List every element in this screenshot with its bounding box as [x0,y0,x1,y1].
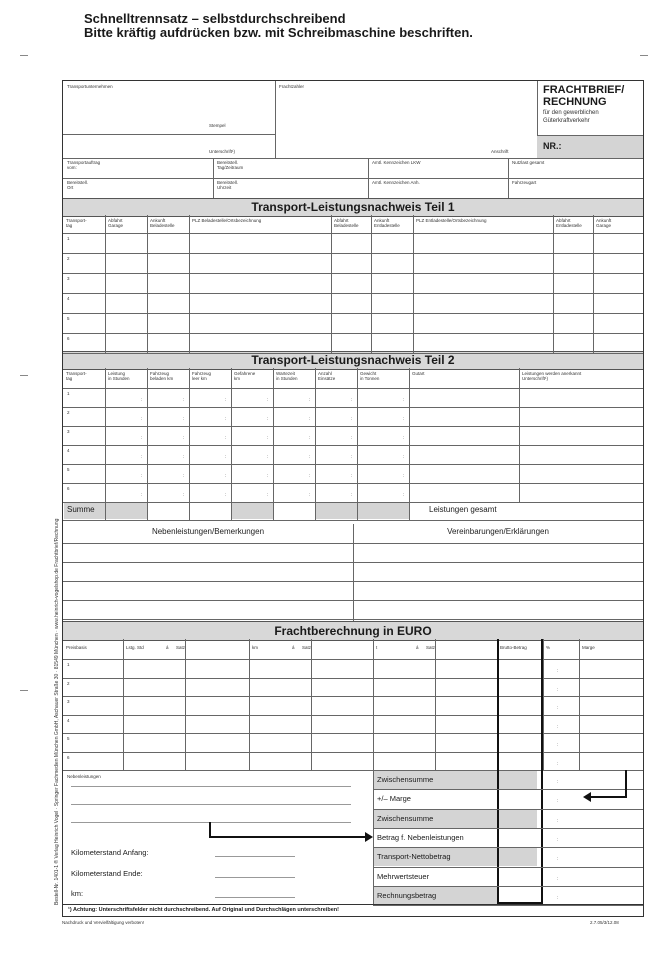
decimal-mark: : [225,454,227,459]
fracht-col-header: á [416,645,419,650]
teil2-col-header: Leistungen werden anerkannt Unterschrift¹) [522,371,582,381]
grid-line [63,659,643,660]
write-line [71,804,351,805]
fracht-col-header: Satz [302,645,312,650]
grid-line [63,581,643,582]
decimal-mark: : [557,894,559,900]
teil2-row-number: 5 [67,467,70,472]
fracht-col-header: Brutto-Betrag [500,645,527,650]
grid-line [357,368,358,520]
leistungen-gesamt-label: Leistungen gesamt [429,505,497,514]
decimal-mark: : [403,416,405,421]
decimal-mark: : [351,492,353,497]
grid-line [63,562,643,563]
arrow-line [209,836,365,838]
grid-line [63,483,643,484]
fold-mark [20,375,28,376]
teil2-col-header: Anzahl Einsätze [318,371,336,381]
tag-zeitraum-label: Tag/Zeitraum [217,165,244,170]
grid-line [63,333,643,334]
grid-line [63,407,643,408]
stempel-label: Stempel [209,123,226,128]
write-line [71,786,351,787]
arrow-line [209,822,211,836]
teil1-col-header: Ankunft Beladestelle [150,218,175,228]
summe-gray-cell [232,503,273,519]
grid-line [373,867,643,868]
decimal-mark: : [557,779,559,784]
grid-line [63,253,643,254]
teil2-col-header: Wartezeit in Stunden [276,371,298,381]
grid-line [63,678,643,679]
grid-line [373,886,643,887]
footer-note: ¹) Achtung: Unterschriftsfelder nicht durchschreibend. Auf Original und Durchschlägen unterschreiben! [68,907,339,913]
decimal-mark: : [225,473,227,478]
grid-line [63,696,643,697]
grid-line [63,619,643,620]
decimal-mark: : [309,435,311,440]
teil1-col-header: PLZ Entladestelle/Ortsbezeichnung [416,218,487,223]
km-ende-label: Kilometerstand Ende: [71,869,143,878]
teil2-col-header: Leistung in Stunden [108,371,130,381]
kennzeichen-anh-label: Amtl. Kennzeichen Anh. [372,180,420,185]
decimal-mark: : [557,856,559,862]
nebenleistungen-header: Nebenleistungen/Bemerkungen [151,527,265,536]
grid-line [63,445,643,446]
arrow-line [591,796,627,798]
decimal-mark: : [267,397,269,402]
fracht-col-header: km [252,645,258,650]
title-frachtbrief: FRACHTBRIEF/ [543,84,625,96]
teil2-row-number: 6 [67,486,70,491]
frachtbrief-form [62,80,644,917]
teil1-row-number: 3 [67,276,70,281]
grid-line [353,524,354,621]
decimal-mark: : [557,742,559,747]
summe-label: Summe [67,505,95,514]
decimal-mark: : [557,705,559,710]
grid-line [189,368,190,520]
teil2-col-header: Gefahrene km [234,371,256,381]
teil2-row-number: 2 [67,410,70,415]
frachtzahler-label: Frachtzahler [279,84,305,89]
summary-label: Mehrwertsteuer [377,871,430,881]
decimal-mark: : [403,473,405,478]
teil2-col-header: Gutart [412,371,425,376]
decimal-mark: : [309,397,311,402]
fracht-col-header: Preisbasis [66,645,87,650]
grid-line [63,426,643,427]
decimal-mark: : [141,435,143,440]
grid-line [63,464,643,465]
title-rechnung: RECHNUNG [543,96,607,108]
fracht-row-number: 5 [67,736,70,741]
grid-line [63,543,643,544]
side-imprint: Bestell-Nr. 1401-1 ® Verlag Heinrich Vogel · Springer Fachmedien München GmbH, Aschauer Straße 30 · 81549 München · www.heinrich-vogelshop.de Frachtbrief/Rechnung [54,518,60,905]
teil1-col-header: Abfahrt Garage [108,218,124,228]
decimal-mark: : [183,435,185,440]
teil1-row-number: 4 [67,296,70,301]
fold-mark [20,690,28,691]
kennzeichen-lkw-label: Amtl. Kennzeichen LKW [372,160,421,165]
decimal-mark: : [309,416,311,421]
header-line-1: Schnelltrennsatz – selbstdurchschreibend [84,11,346,26]
teil1-row-number: 1 [67,236,70,241]
summary-value-gray [499,848,537,866]
grid-line [63,353,643,354]
summe-gray-cell [316,503,357,519]
anschrift-label: Anschrift [491,149,509,154]
grid-line [373,905,643,906]
decimal-mark: : [557,836,559,842]
teil1-col-header: PLZ Beladestelle/Ortsbezeichnung [192,218,262,223]
decimal-mark: : [351,397,353,402]
grid-line [231,368,232,520]
decimal-mark: : [557,875,559,881]
decimal-mark: : [309,492,311,497]
arrow-line [625,770,627,796]
decimal-mark: : [225,416,227,421]
summary-value-gray [499,771,537,789]
decimal-mark: : [557,760,559,766]
grid-line [63,313,643,314]
summary-label: Transport-Nettobetrag [377,852,451,862]
decimal-mark: : [557,798,559,804]
decimal-mark: : [351,435,353,440]
write-line [215,877,295,878]
bereitstell-ort-label: Bereitstell. [67,180,89,185]
grid-line [409,368,410,520]
arrow-head [583,792,591,802]
km-label: km: [71,889,84,898]
header-line-2: Bitte kräftig aufdrücken bzw. mit Schreibmaschine beschriften. [84,25,473,40]
teil2-col-header: Transport- tag [66,371,87,381]
decimal-mark: : [557,723,559,729]
arrow-head [365,832,373,842]
teil1-col-header: Abfahrt Beladestelle [334,218,359,228]
subtitle-2: Güterkraftverkehr [543,118,590,124]
fracht-col-header: t [376,645,378,650]
teil1-row-number: 5 [67,316,70,321]
grid-line [105,368,106,520]
decimal-mark: : [403,454,405,459]
summary-label: Betrag f. Nebenleistungen [377,832,464,842]
decimal-mark: : [351,473,353,478]
uhrzeit-label: Uhrzeit [217,185,232,190]
grid-line [315,368,316,520]
write-line [71,822,351,823]
nr-label: NR.: [543,141,562,151]
grid-line [147,368,148,520]
grid-line [63,520,643,521]
teil2-row-number: 1 [67,391,70,396]
fracht-col-header: á [292,645,295,650]
vom-label: vom: [67,165,77,170]
decimal-mark: : [183,416,185,421]
decimal-mark: : [403,435,405,440]
grid-line [63,752,643,753]
decimal-mark: : [267,416,269,421]
nutzlast-label: Nutzlast gesamt [512,160,545,165]
copyright: Nachdruck und Vervielfältigung verboten! [62,920,145,925]
teil1-title: Transport-Leistungsnachweis Teil 1 [63,198,643,217]
teil1-row-number: 2 [67,256,70,261]
decimal-mark: : [183,473,185,478]
bereitstell-uhrzeit-label: Bereitstell. [217,180,239,185]
teil2-title: Transport-Leistungsnachweis Teil 2 [63,351,643,370]
decimal-mark: : [141,397,143,402]
decimal-mark: : [267,435,269,440]
decimal-mark: : [267,454,269,459]
grid-line [273,368,274,520]
summary-label: Rechnungsbetrag [377,890,437,900]
decimal-mark: : [403,397,405,402]
fahrzeugart-label: Fahrzeugart [512,180,537,185]
summe-gray-cell [106,503,147,519]
summe-gray-cell [358,503,409,519]
decimal-mark: : [557,686,559,692]
decimal-mark: : [225,397,227,402]
grid-line [63,715,643,716]
fracht-col-header: Marge [582,645,595,650]
fracht-col-header: á [166,645,169,650]
unterschrift-label: Unterschrift¹) [209,149,236,154]
grid-line [63,388,643,389]
fracht-col-header: Satz [176,645,186,650]
teil1-col-header: Ankunft Entladestelle [374,218,400,228]
fracht-row-number: 6 [67,754,70,760]
decimal-mark: : [351,416,353,421]
teil2-col-header: Fahrzeug leer km [192,371,212,381]
ort-label: Ort [67,185,74,190]
transportunternehmen-label: Transportunternehmen [67,84,113,89]
km-anfang-label: Kilometerstand Anfang: [71,848,149,857]
summary-label: Zwischensumme [377,775,434,784]
decimal-mark: : [351,454,353,459]
summary-value-gray [499,810,537,828]
decimal-mark: : [267,492,269,497]
fracht-col-header: Satz [426,645,436,650]
decimal-mark: : [141,454,143,459]
decimal-mark: : [309,473,311,478]
vereinbarungen-header: Vereinbarungen/Erklärungen [447,527,549,536]
decimal-mark: : [141,473,143,478]
teil2-col-header: Gewicht in Tonnen [360,371,380,381]
write-line [215,856,295,857]
decimal-mark: : [141,492,143,497]
decimal-mark: : [183,397,185,402]
summary-label: +/– Marge [377,794,411,804]
grid-line [63,293,643,294]
fracht-row-number: 2 [67,680,70,686]
teil1-col-header: Transport- tag [66,218,87,228]
teil1-row-number: 6 [67,336,70,341]
grid-line [63,233,643,234]
grid-line [373,789,643,790]
grid-line [373,828,643,829]
decimal-mark: : [141,416,143,421]
write-line [215,897,295,898]
grid-line [63,733,643,734]
decimal-mark: : [557,817,559,823]
summary-label: Zwischensumme [377,813,434,823]
decimal-mark: : [557,668,559,673]
teil2-row-number: 3 [67,429,70,434]
decimal-mark: : [403,492,405,497]
grid-line [63,273,643,274]
bereitstell-tag-label: Bereitstell. [217,160,239,165]
subtitle-1: für den gewerblichen [543,110,599,116]
fracht-title: Frachtberechnung in EURO [63,621,643,641]
decimal-mark: : [225,492,227,497]
fracht-row-number: 3 [67,699,70,704]
decimal-mark: : [267,473,269,478]
grid-line [63,600,643,601]
teil2-row-number: 4 [67,448,70,453]
decimal-mark: : [183,454,185,459]
fracht-row-number: 1 [67,662,70,667]
grid-line [63,770,643,771]
decimal-mark: : [309,454,311,459]
decimal-mark: : [183,492,185,497]
nebenleistungen-label: Nebenleistungen [67,774,101,779]
fracht-col-header: Lstg. Std [126,645,144,650]
teil2-col-header: Fahrzeug beladen km [150,371,174,381]
fold-mark [640,55,648,56]
transportauftrag-label: Transportauftrag [67,160,101,165]
teil1-col-header: Abfahrt Entladestelle [556,218,582,228]
fracht-col-header: % [546,645,551,650]
fracht-row-number: 4 [67,717,70,723]
decimal-mark: : [225,435,227,440]
teil1-col-header: Ankunft Garage [596,218,612,228]
fold-mark [20,55,28,56]
form-code: 2.7.05/3/12.08 [590,920,619,925]
